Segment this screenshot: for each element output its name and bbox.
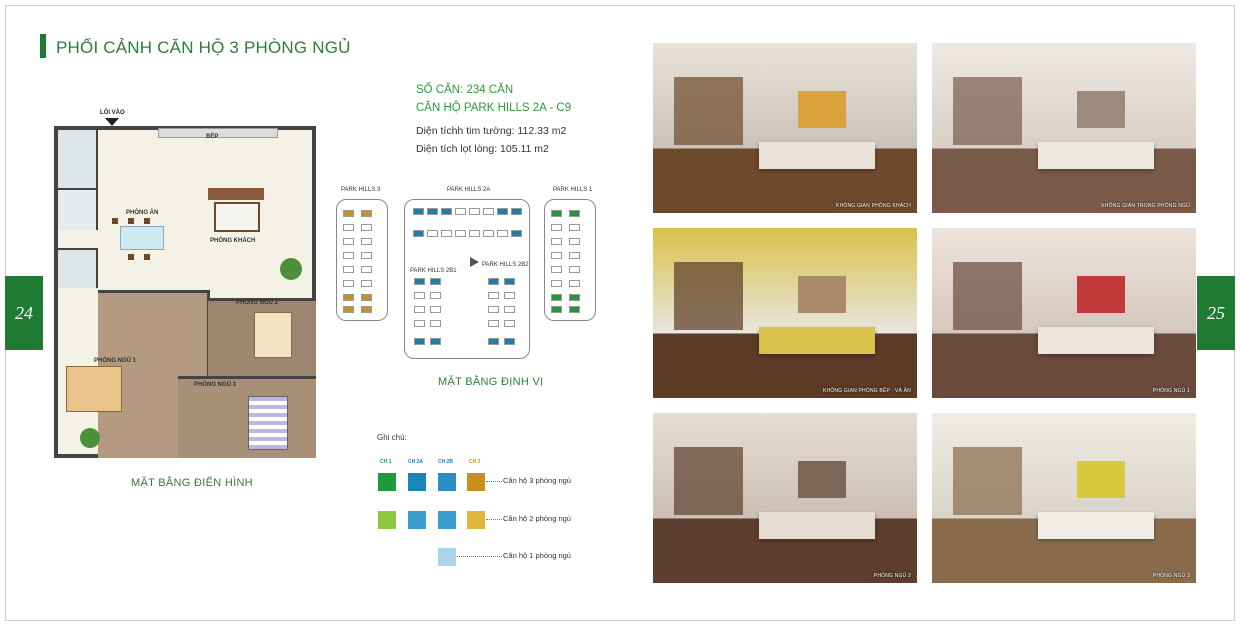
chair (112, 218, 118, 224)
photo-shape (674, 447, 743, 515)
unit-name: CĂN HỘ PARK HILLS 2A - C9 (416, 102, 572, 114)
entry-arrow-icon (105, 118, 119, 126)
legend-swatch (378, 511, 396, 529)
room-label-bed2: PHÒNG NGỦ 2 (236, 300, 279, 306)
chair (128, 254, 134, 260)
chair (144, 218, 150, 224)
legend-swatch (438, 548, 456, 566)
photo-bedroom-interior (932, 43, 1196, 213)
legend-swatch (408, 511, 426, 529)
building-label-ph2b2: PARK HILLS 2B2 (482, 262, 529, 268)
gross-area: Diện tíchh tim tường: 112.33 m2 (416, 125, 567, 137)
photo-living-room (653, 43, 917, 213)
photo-caption: KHÔNG GIAN PHÒNG KHÁCH (836, 203, 911, 209)
photo-bedroom-3 (932, 413, 1196, 583)
photo-shape (1077, 276, 1125, 313)
page-title: PHỐI CẢNH CĂN HỘ 3 PHÒNG NGỦ (56, 38, 351, 57)
bed-3 (248, 396, 288, 450)
photo-shape (1077, 91, 1125, 128)
photo-shape (1038, 327, 1154, 354)
photo-caption: KHÔNG GIAN TRONG PHÒNG NGỦ (1101, 203, 1190, 209)
sofa (208, 188, 264, 200)
bed-1 (66, 366, 122, 412)
legend-label-1br: Căn hộ 1 phòng ngủ (503, 551, 571, 560)
legend-label-3br: Căn hộ 3 phòng ngủ (503, 476, 571, 485)
photo-caption: KHÔNG GIAN PHÒNG BẾP · VÀ ĂN (822, 388, 911, 394)
building-ph1 (544, 199, 596, 321)
legend-leader (457, 556, 502, 557)
plant-icon (80, 428, 100, 448)
building-label-ph1: PARK HILLS 1 (553, 187, 593, 193)
photo-shape (1038, 512, 1154, 539)
building-label-ph2b1: PARK HILLS 2B1 (410, 268, 457, 274)
room-label-dining: PHÒNG ĂN (126, 210, 159, 216)
net-area: Diện tích lọt lòng: 105.11 m2 (416, 143, 549, 155)
legend-swatch (438, 511, 456, 529)
legend-swatch (467, 511, 485, 529)
legend-leader (486, 519, 502, 520)
photo-shape (759, 327, 875, 354)
photo-caption: PHÒNG NGỦ 1 (1152, 388, 1190, 394)
photo-shape (953, 447, 1022, 515)
entry-label: LỐI VÀO (100, 110, 125, 116)
bathroom-1b (58, 190, 98, 230)
building-ph2b2 (488, 278, 522, 352)
legend-swatch (467, 473, 485, 491)
photo-shape (759, 142, 875, 169)
photo-shape (798, 91, 846, 128)
photo-shape (759, 512, 875, 539)
photo-shape (953, 262, 1022, 330)
building-label-ph2a: PARK HILLS 2A (447, 187, 491, 193)
photo-shape (674, 262, 743, 330)
bathroom-1 (58, 130, 98, 190)
coffee-rug (214, 202, 260, 232)
chair (128, 218, 134, 224)
building-ph2b1 (414, 278, 448, 352)
location-plan-caption: MẶT BẰNG ĐỊNH VỊ (438, 376, 544, 388)
photo-shape (798, 276, 846, 313)
photo-caption: PHÒNG NGỦ 2 (873, 573, 911, 579)
room-label-bed1: PHÒNG NGỦ 1 (94, 358, 137, 364)
floor-plan-caption: MẶT BẰNG ĐIỂN HÌNH (131, 477, 253, 489)
building-ph3 (336, 199, 388, 321)
legend-header-ch2b: CH 2B (438, 459, 454, 465)
legend-leader (486, 481, 502, 482)
legend-swatch (408, 473, 426, 491)
plant-icon (280, 258, 302, 280)
room-label-living: PHÒNG KHÁCH (210, 238, 256, 244)
photo-shape (1038, 142, 1154, 169)
legend-header-ch1: CH 1 (380, 459, 392, 465)
north-arrow-icon (470, 257, 479, 267)
floor-plan (54, 126, 316, 458)
unit-count: SỐ CĂN: 234 CĂN (416, 84, 514, 96)
title-accent-bar (40, 34, 46, 58)
bedroom-3-floor (178, 376, 316, 458)
photo-kitchen-dining (653, 228, 917, 398)
legend-header-ch3: CH 3 (469, 459, 481, 465)
chair (144, 254, 150, 260)
entry-marker (100, 110, 125, 126)
photo-bedroom-2 (653, 413, 917, 583)
building-label-ph3: PARK HILLS 3 (341, 187, 381, 193)
page-number-left: 24 (5, 276, 43, 350)
photo-caption: PHÒNG NGỦ 3 (1152, 573, 1190, 579)
room-label-kitchen: BẾP (206, 134, 219, 140)
legend-label-2br: Căn hộ 2 phòng ngủ (503, 514, 571, 523)
room-label-bed3: PHÒNG NGỦ 3 (194, 382, 237, 388)
dining-table (120, 226, 164, 250)
legend-header-ch2a: CH 2A (408, 459, 424, 465)
legend-swatch (378, 473, 396, 491)
legend-swatch (438, 473, 456, 491)
bathroom-2 (58, 248, 98, 288)
photo-shape (674, 77, 743, 145)
photo-bedroom-1 (932, 228, 1196, 398)
page-number-right: 25 (1197, 276, 1235, 350)
photo-shape (953, 77, 1022, 145)
photo-shape (1077, 461, 1125, 498)
photo-shape (798, 461, 846, 498)
legend-title: Ghi chú: (377, 433, 407, 442)
bed-2 (254, 312, 292, 358)
